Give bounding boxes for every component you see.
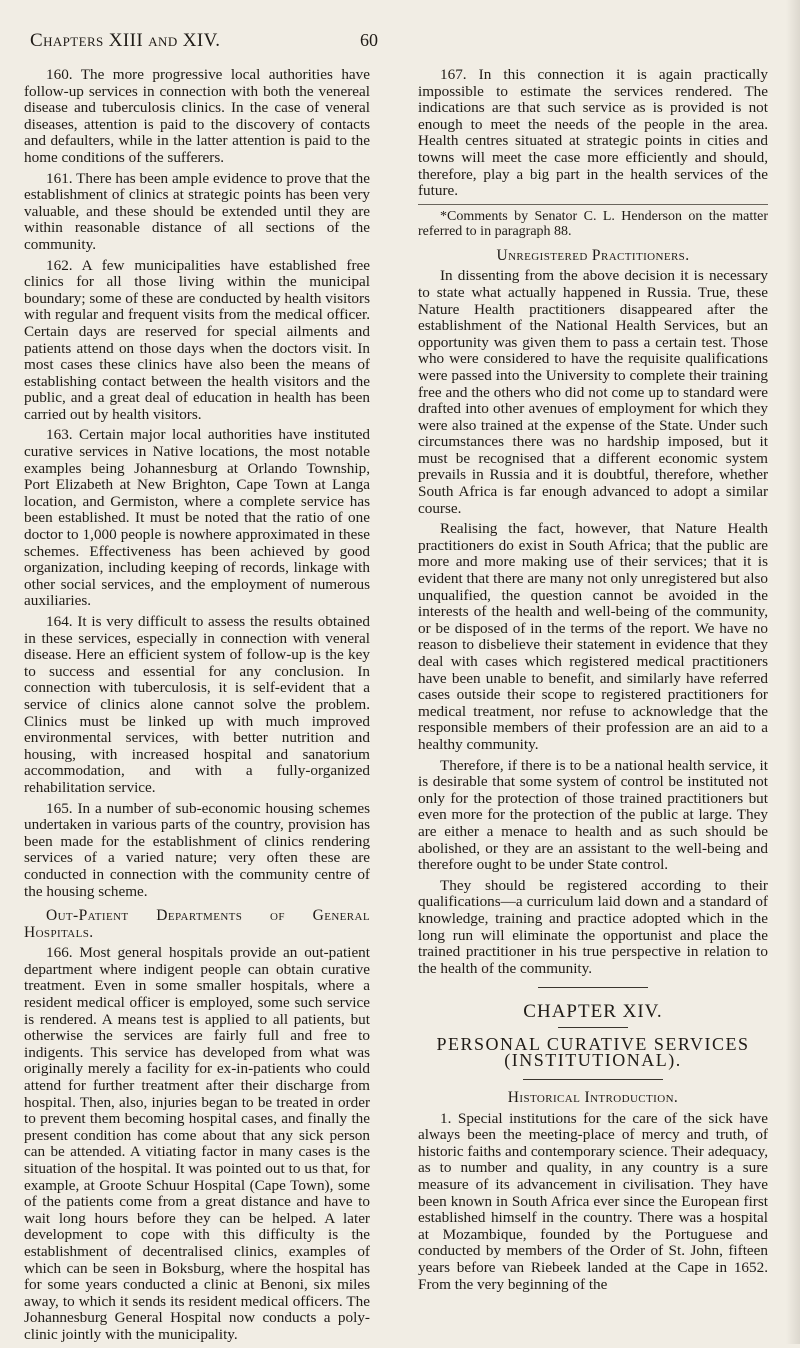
paragraph-164: 164. It is very difficult to assess the results obtained in these services, especially in connection with veneral disease. Here an efficient system of follow-up is the key to success and essential for any conclusion. In connection with tuberculosis, it is self-evident that a service of clinics alone cannot solve the problem. Clinics must be linked up with much improved environmental services, with better nutrition and housing, with increased hospital and sanatorium accommodation, and with a fully-organized rehabilitation service. — [24, 613, 370, 796]
divider-rule — [523, 1079, 663, 1080]
paragraph-165: 165. In a number of sub-economic housing schemes undertaken in various parts of the country, provision has been made for the establishment of clinics rendering services of a varied nature; very often these are conducted in connection with the community centre of the housing scheme. — [24, 799, 370, 900]
paragraph-160: 160. The more progressive local authorities have follow-up services in connection with both the venereal disease and tuberculosis clinics. In the case of veneral diseases, attention is paid to the discovery of contacts and defaulters, while in the latter attention is paid to the home conditions of the sufferers. — [24, 66, 370, 166]
paragraph-1: 1. Special institutions for the care of the sick have always been the meeting-place of mercy and truth, of historic faiths and contemporary science. Their adequacy, as to number and quality, in any country is a sure measure of its advancement in civilisation. They have been known in South Africa ever since the European first established himself in the country. There was a hospital at Mozambique, founded by the Portuguese and conducted by members of the Order of St. John, fifteen years before van Riebeek landed at the Cape in 1652. From the very beginning of the — [418, 1109, 768, 1293]
chapter-label: CHAPTER XIV. — [523, 1001, 663, 1023]
section-heading-outpatient: Out-Patient Departments of General Hospitals. — [24, 907, 370, 941]
divider-rule — [558, 1027, 628, 1028]
footnote-paragraph-3: Therefore, if there is to be a national health service, it is desirable that some system of control be instituted not only for the protection of those trained practitioners but even more for the protection of the public at large. They are either a menace to health and as such should be abolished, or they are an assistant to the well-being and therefore ought to be under State control. — [418, 756, 768, 874]
paragraph-166: 166. Most general hospitals provide an out-patient department where indigent people can obtain curative treatment. Even in some smaller hospitals, where a resident medical officer is employed, some such service is rendered. A means test is applied to all patients, but otherwise the services are fairly full and free to indigents. This service has developed from what was originally merely a facility for ex-in-patients who could attend for further treatment after their discharge from hospital. Then, also, injuries began to be treated in order to prevent them becoming hospital cases, and finally the present condition has come about that any sick person can be attended. A vitiating factor in many cases is the situation of the hospital. It was pointed out to us that, for example, at Groote Schuur Hospital (Cape Town), some of the patients come from a great distance and have to wait long hours before they can be helped. A later development to cope with this difficulty is the establishment of decentralised clinics, examples of which can be seen in Boksburg, where the hospital has for some years conducted a clinic at Benoni, six miles away, to which it sends its resident medical officers. The Johannesburg General Hospital now conducts a poly-clinic jointly with the municipality. — [24, 944, 370, 1343]
running-head: Chapters XIII and XIV. — [30, 30, 221, 51]
page-edge-shadow — [786, 0, 800, 1344]
footnote-paragraph-4: They should be registered according to their qualifications—a curriculum laid down and a standard of knowledge, training and practice adopted which in the long run will eliminate the opportunist and place the trained practitioner in his true perspective in relation to the health of the community. — [418, 876, 768, 977]
paragraph-163: 163. Certain major local authorities have instituted curative services in Native locations, the most notable examples being Johannesburg at Orlando Township, Port Elizabeth at New Brighton, Cape Town at Langa location, and Germiston, where a complete service has been established. It must be noted that the ratio of one doctor to 1,000 people is nowhere approximated in these schemes. Effectiveness has been achieved by good organization, including keeping of records, linkage with other social services, and the employment of numerous auxiliaries. — [24, 426, 370, 610]
section-heading-unregistered: Unregistered Practitioners. — [496, 246, 690, 264]
divider-rule — [538, 987, 648, 988]
paragraph-161: 161. There has been ample evidence to prove that the establishment of clinics at strategic points has been very valuable, and these should be extended until they are within reasonable distance of all sections of the community. — [24, 169, 370, 253]
footnote-paragraph-2: Realising the fact, however, that Nature Health practitioners do exist in South Africa; that the public are more and more making use of their services; that it is evident that there are many not only unregistered but also unqualified, the question cannot be avoided in the interests of the health and well-being of the community, or be disposed of in the terms of the report. We have no reason to disbelieve their statement in evidence that they deal with cases which registered medical practitioners have been unable to benefit, and similarly have referred cases outside their scope to registered practitioners for medical treatment, nor refuse to acknowledge that the responsible members of their profession are an aid to a healthy community. — [418, 520, 768, 753]
paragraph-162: 162. A few municipalities have established free clinics for all those living within the municipal boundary; some of these are conducted by health visitors with regular and frequent visits from the medical officer. Certain days are reserved for special ailments and patients attend on those days when the doctors visit. In most cases these clinics have also been the means of establishing contact between the health visitors and the public, and a great deal of education in health has been carried out by health visitors. — [24, 256, 370, 423]
footnote: *Comments by Senator C. L. Henderson on the matter referred to in paragraph 88. — [418, 204, 768, 240]
right-column — [418, 67, 768, 1297]
footnote-paragraph-1: In dissenting from the above decision it is necessary to state what actually happened in Russia. True, these Nature Health practitioners disappeared after the establishment of the National Health Services, but an opportunity was given them to pass a certain test. Those who were considered to have the requisite qualifications were passed into the University to complete their training free and the others who did not come up to standard were drafted into other avenues of employment for which they were also trained at the expense of the State. Under such circumstances there was no hardship imposed, but it must be recognised that a different economic system prevails in Russia and it is doubtful, therefore, whether South Africa is far enough advanced to adopt a similar course. — [418, 267, 768, 517]
page-number: 60 — [360, 30, 378, 50]
paragraph-167: 167. In this connection it is again practically impossible to estimate the services rendered. The indications are that such service as is provided is not enough to meet the needs of the people in the area. Health centres situated at strategic points in cities and towns will meet the case more efficiently and should, therefore, play a big part in the health services of the future. — [418, 66, 768, 200]
left-column — [24, 67, 370, 1348]
chapter-title: PERSONAL CURATIVE SERVICES (INSTITUTIONAL). — [436, 1033, 750, 1071]
section-heading-historical: Historical Introduction. — [507, 1089, 679, 1107]
